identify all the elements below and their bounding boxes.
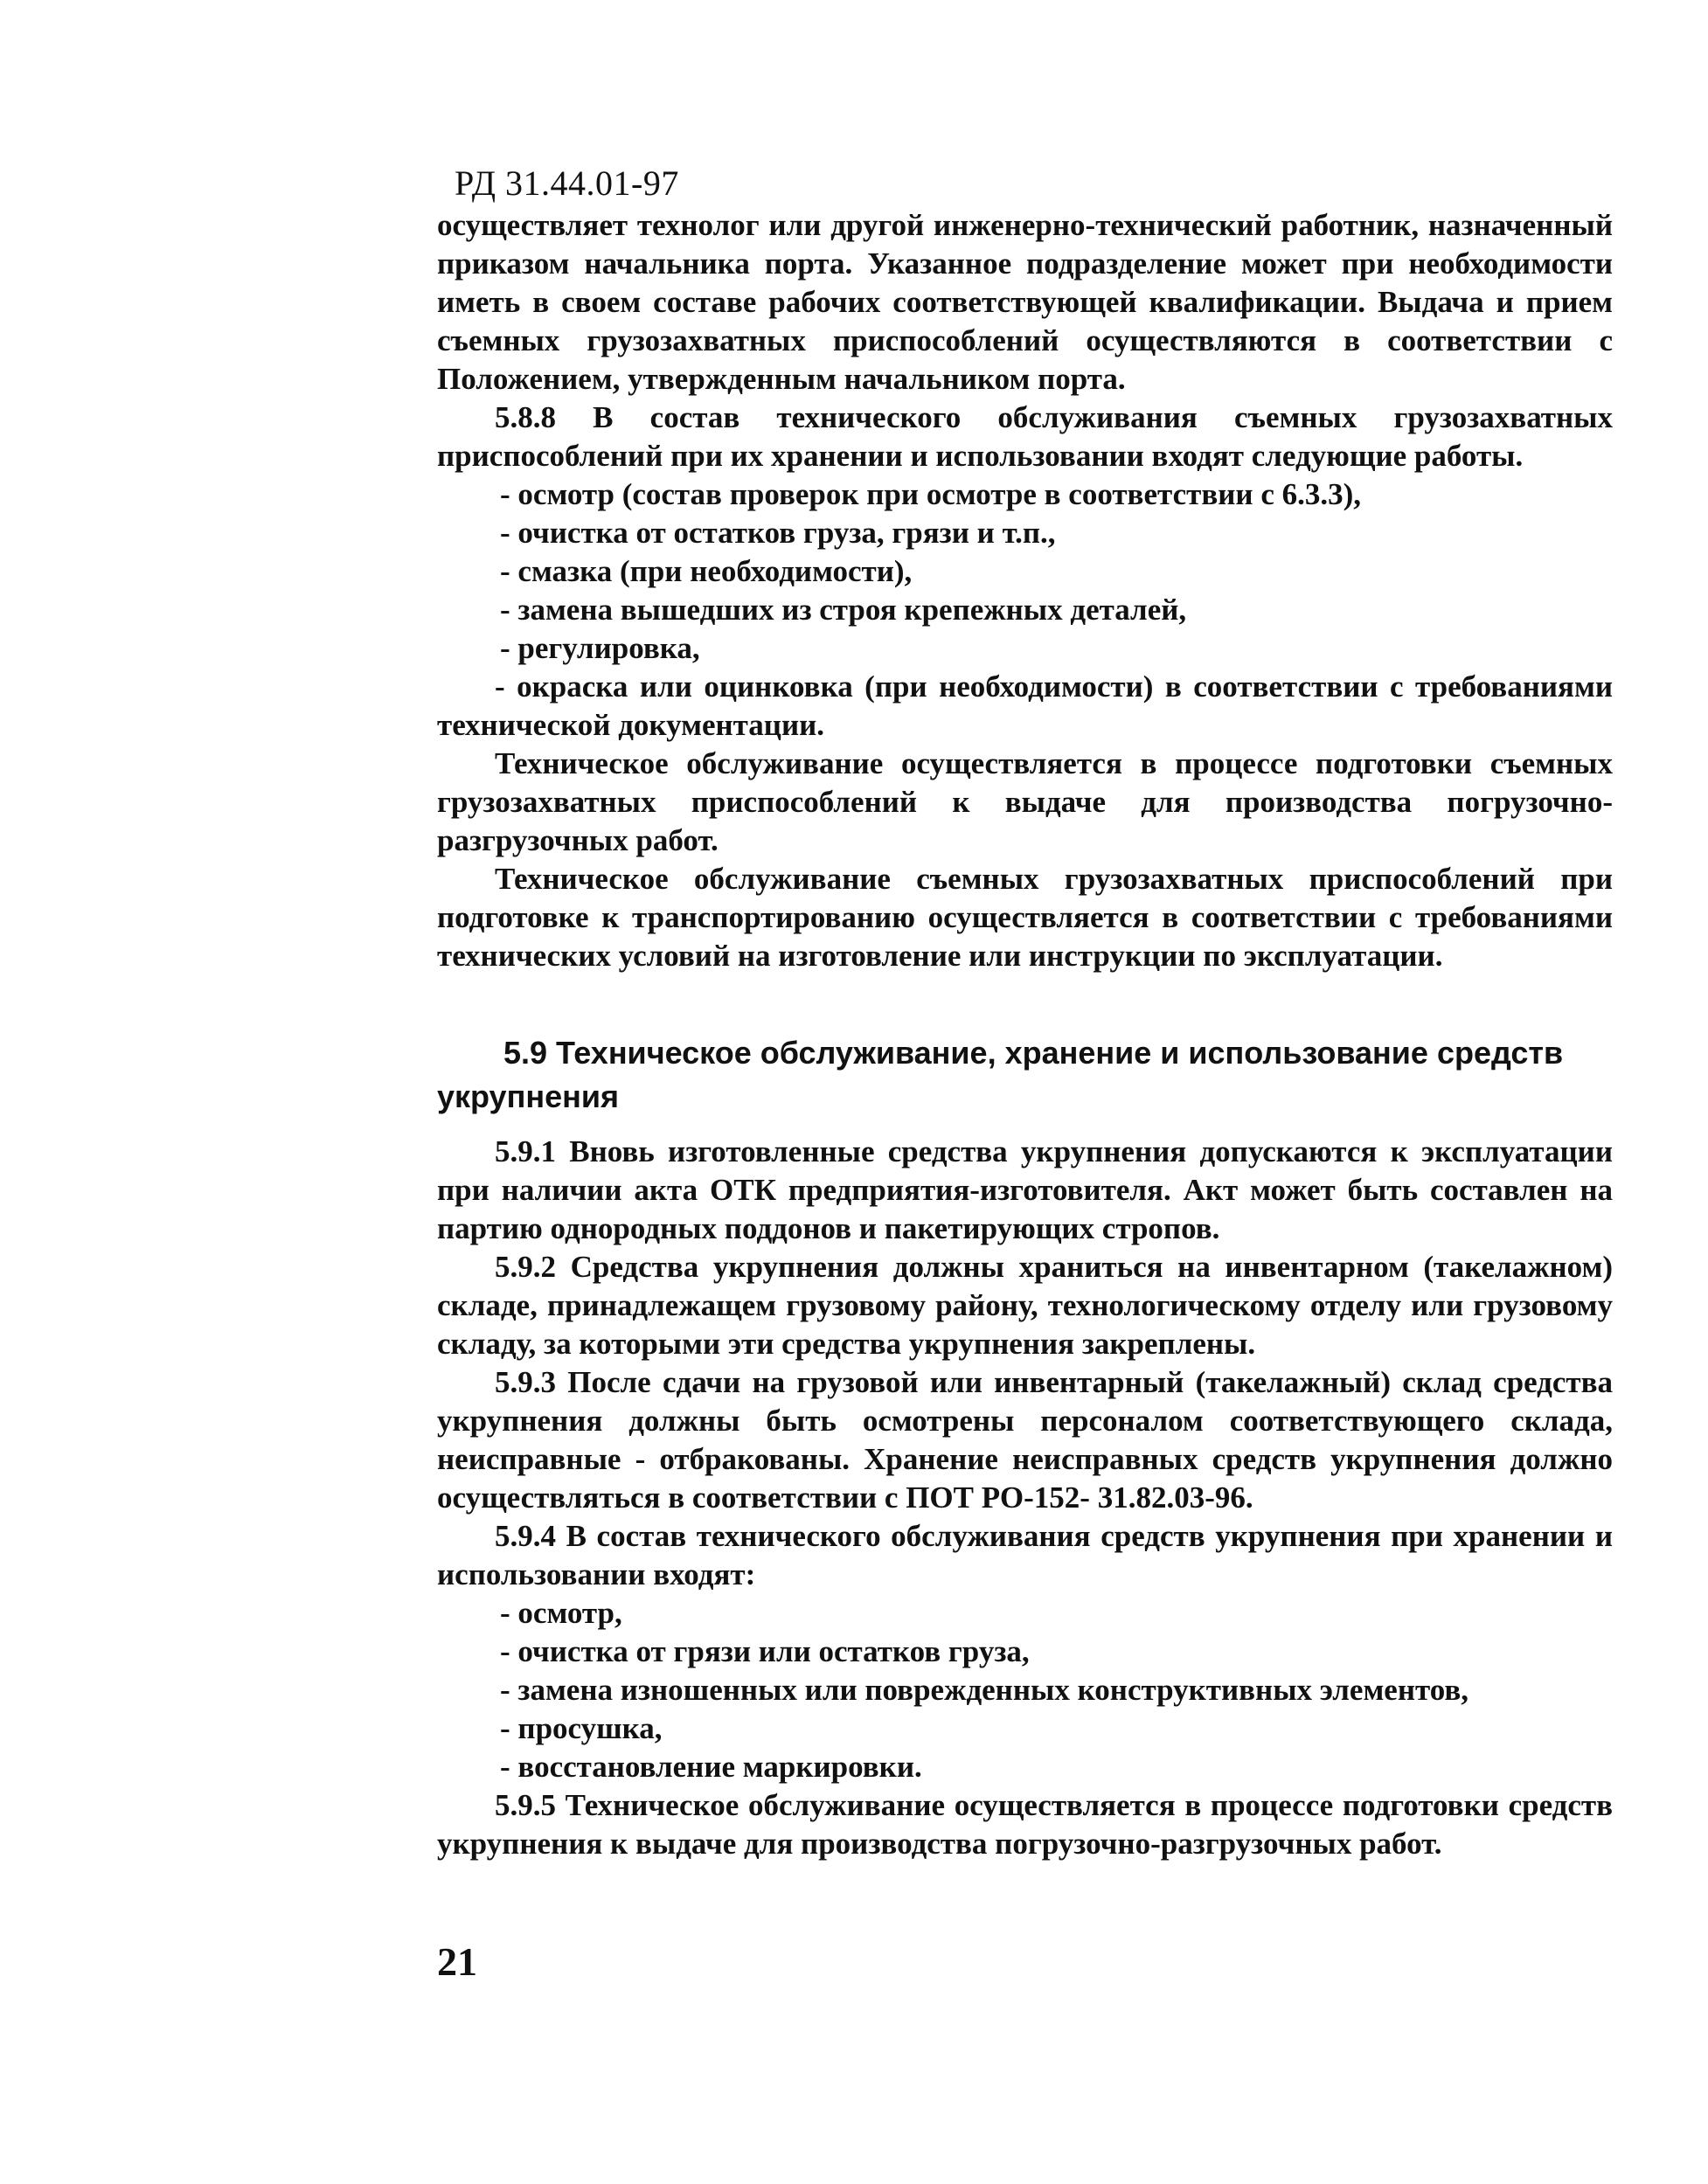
list-item: - осмотр,: [500, 1596, 622, 1630]
list-item: - очистка от остатков груза, грязи и т.п.,: [500, 516, 1056, 550]
list-item: - окраска или оцинковка (при необходимости) в соответствии с требованиями технической документации.: [437, 669, 1613, 742]
list-item: - восстановление маркировки.: [500, 1750, 922, 1784]
list-item: - очистка от грязи или остатков груза,: [500, 1634, 1030, 1668]
document-code: РД 31.44.01-97: [455, 163, 679, 203]
paragraph-5-8-8: 5.8.8 В состав технического обслуживания съемных грузозахватных приспособлений при их хранении и использовании входят следующие работы.: [437, 400, 1613, 473]
paragraph: Техническое обслуживание осуществляется в процессе подготовки съемных грузозахватных приспособлений к выдаче для производства погрузочно-разгрузочных работ.: [437, 746, 1613, 857]
paragraph-5-9-1: 5.9.1 Вновь изготовленные средства укрупнения допускаются к эксплуатации при наличии акта ОТК предприятия-изготовителя. Акт может быть составлен на партию однородных поддонов и пакетирующих стропов.: [437, 1134, 1613, 1245]
list-item: - осмотр (состав проверок при осмотре в соответствии с 6.3.3),: [500, 477, 1362, 511]
paragraph-5-9-4: 5.9.4 В состав технического обслуживания средств укрупнения при хранении и использовании входят:: [437, 1519, 1613, 1591]
list-item: - просушка,: [500, 1711, 663, 1745]
paragraph: Техническое обслуживание съемных грузозахватных приспособлений при подготовке к транспортированию осуществляется в соответствии с требованиями технических условий на изготовление или инструкции по эксплуатации.: [437, 862, 1613, 973]
paragraph: осуществляет технолог или другой инженерно-технический работник, назначенный приказом начальника порта. Указанное подразделение может при необходимости иметь в своем составе рабочих соответствующей квалификации. Выдача и прием съемных грузозахватных приспособлений осуществляются в соответствии с Положением, утвержденным начальником порта.: [437, 208, 1613, 396]
section-5-8-continuation: [437, 206, 1613, 975]
list-item: - замена вышедших из строя крепежных деталей,: [500, 593, 1187, 627]
list-item: - замена изношенных или поврежденных конструктивных элементов,: [500, 1673, 1469, 1707]
section-heading: 5.9 Техническое обслуживание, хранение и использование средств укрупнения: [437, 1035, 1564, 1114]
paragraph-5-9-3: 5.9.3 После сдачи на грузовой или инвентарный (такелажный) склад средства укрупнения должны быть осмотрены персоналом соответствующего склада, неисправные - отбракованы. Хранение неисправных средств укрупнения должно осуществляться в соответствии с ПОТ РО-152- 31.82.03-96.: [437, 1365, 1613, 1515]
list-item: - смазка (при необходимости),: [500, 554, 913, 588]
paragraph-5-9-2: 5.9.2 Средства укрупнения должны храниться на инвентарном (такелажном) складе, принадлежащем грузовому району, технологическому отделу или грузовому складу, за которыми эти средства укрупнения закреплены.: [437, 1250, 1613, 1361]
page-number: 21: [437, 1939, 477, 1984]
paragraph-5-9-5: 5.9.5 Техническое обслуживание осуществляется в процессе подготовки средств укрупнения к выдаче для производства погрузочно-разгрузочных работ.: [437, 1788, 1613, 1861]
list-item: - регулировка,: [500, 631, 700, 665]
section-5-9: [437, 1031, 1613, 1863]
